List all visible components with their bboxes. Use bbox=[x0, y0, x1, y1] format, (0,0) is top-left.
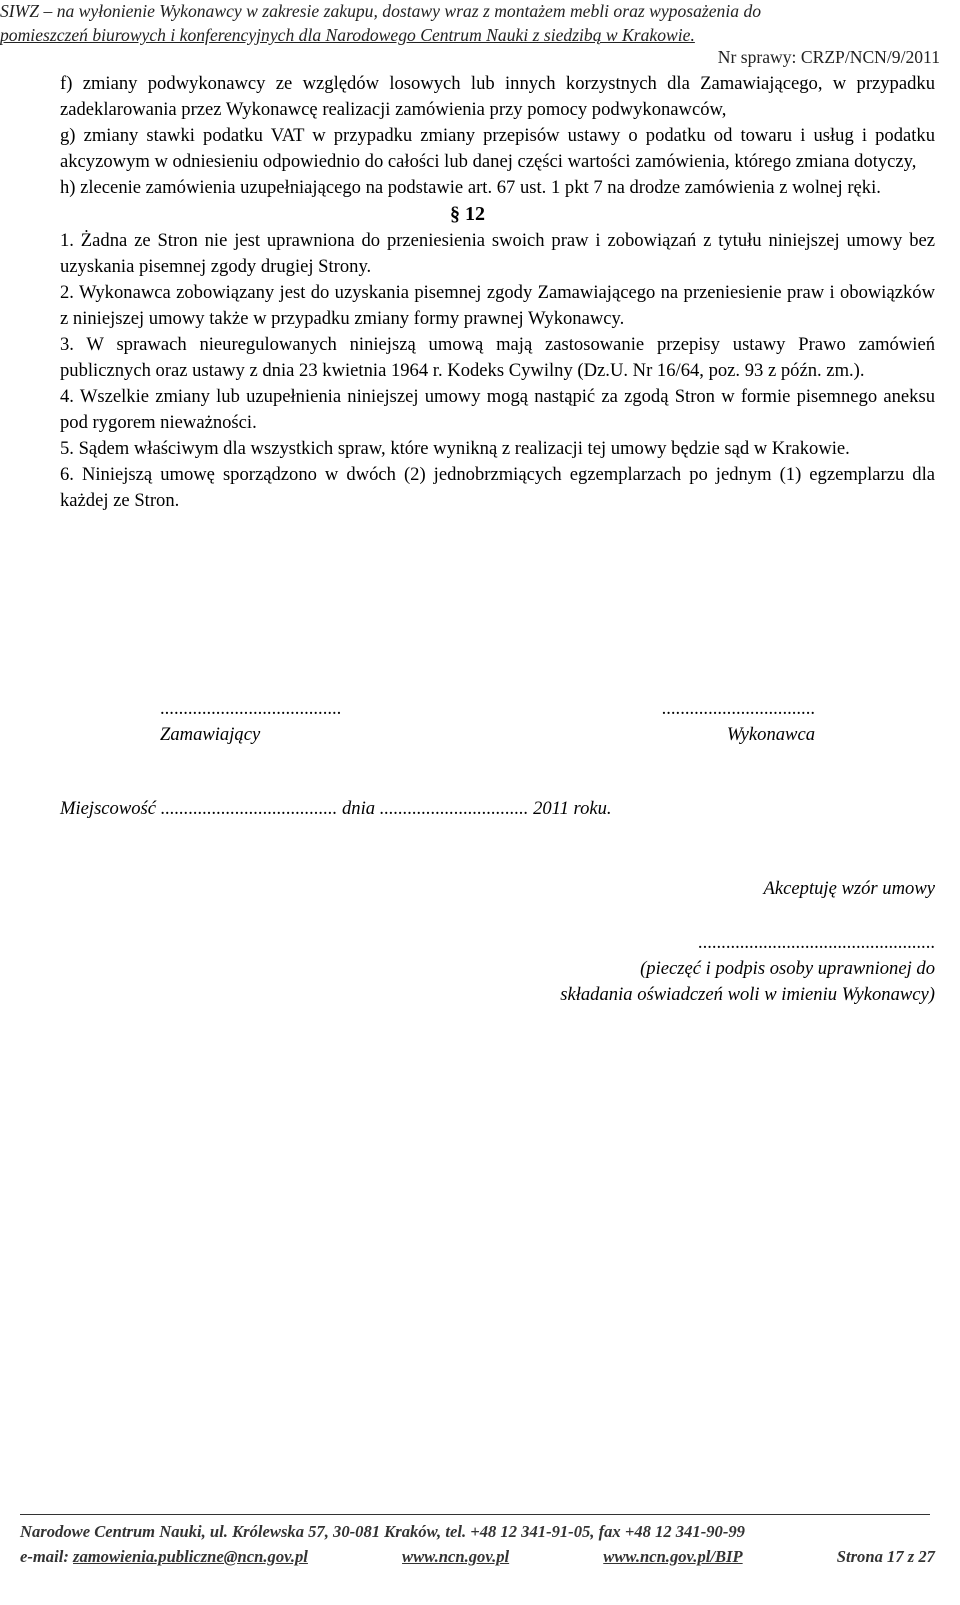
section-heading: § 12 bbox=[450, 203, 485, 225]
footer-email-link[interactable]: zamowienia.publiczne@ncn.gov.pl bbox=[73, 1547, 308, 1566]
footer-website-link[interactable]: www.ncn.gov.pl bbox=[402, 1547, 510, 1566]
footer-email-group bbox=[20, 1546, 308, 1568]
footer-address: Narodowe Centrum Nauki, ul. Królewska 57, 30-081 Kraków, tel. +48 12 341-91-05, fax +48 12 341-90-99 bbox=[20, 1522, 745, 1541]
acceptance-dots: ................................................... bbox=[697, 932, 935, 953]
document-body bbox=[60, 71, 935, 514]
item-g: g) zmiany stawki podatku VAT w przypadku zmiany przepisów ustawy o podatku od towaru i usług i podatku akcyzowym w odniesieniu odpowiednio do całości lub danej części wartości zamówienia, którego zmiana dotyczy, bbox=[60, 125, 935, 172]
footer-page-number: Strona 17 z 27 bbox=[836, 1547, 935, 1566]
signature-label-right: Wykonawca bbox=[726, 724, 815, 745]
case-number: Nr sprawy: CRZP/NCN/9/2011 bbox=[717, 47, 940, 67]
footer-email-label: e-mail: bbox=[20, 1547, 69, 1566]
acceptance-caption-line-1: (pieczęć i podpis osoby uprawnionej do bbox=[640, 958, 935, 979]
footer-bip-link[interactable]: www.ncn.gov.pl/BIP bbox=[603, 1547, 743, 1566]
header-title-line-2: pomieszczeń biurowych i konferencyjnych dla Narodowego Centrum Nauki z siedzibą w Krakowie. bbox=[0, 25, 695, 45]
footer-contact-row bbox=[20, 1546, 935, 1568]
item-h: h) zlecenie zamówienia uzupełniającego na podstawie art. 67 ust. 1 pkt 7 na drodze zamówienia z wolnej ręki. bbox=[60, 177, 881, 198]
signature-label-left: Zamawiający bbox=[160, 724, 261, 745]
header-title-line-1: SIWZ – na wyłonienie Wykonawcy w zakresie zakupu, dostawy wraz z montażem mebli oraz wyposażenia do bbox=[0, 1, 762, 21]
acceptance-caption-line-2: składania oświadczeń woli w imieniu Wykonawcy) bbox=[560, 984, 935, 1005]
section-point-4: 4. Wszelkie zmiany lub uzupełnienia niniejszej umowy mogą nastąpić za zgodą Stron w formie pisemnego aneksu pod rygorem nieważności. bbox=[60, 386, 935, 433]
item-f: f) zmiany podwykonawcy ze względów losowych lub innych korzystnych dla Zamawiającego, w przypadku zadeklarowania przez Wykonawcę realizacji zamówienia przy pomocy podwykonawców, bbox=[60, 73, 935, 120]
signature-dots-left: ....................................... bbox=[160, 698, 342, 719]
signature-dots-right: ................................. bbox=[661, 698, 815, 719]
acceptance-label: Akceptuję wzór umowy bbox=[763, 878, 935, 899]
section-point-1: 1. Żadna ze Stron nie jest uprawniona do przeniesienia swoich praw i zobowiązań z tytułu niniejszej umowy bez uzyskania pisemnej zgody drugiej Strony. bbox=[60, 230, 935, 277]
acceptance-signature-block bbox=[560, 930, 935, 1008]
section-point-3: 3. W sprawach nieuregulowanych niniejszą umową mają zastosowanie przepisy ustawy Prawo zamówień publicznych oraz ustawy z dnia 23 kwietnia 1964 r. Kodeks Cywilny (Dz.U. Nr 16/64, poz. 93 z późn. zm.). bbox=[60, 334, 935, 381]
signature-row bbox=[160, 696, 815, 748]
signature-ordering-party bbox=[160, 696, 341, 748]
signature-contractor bbox=[662, 696, 815, 748]
section-point-2: 2. Wykonawca zobowiązany jest do uzyskania pisemnej zgody Zamawiającego na przeniesienie praw i obowiązków z niniejszej umowy także w przypadku zmiany formy prawnej Wykonawcy. bbox=[60, 282, 935, 329]
footer-divider bbox=[20, 1514, 930, 1515]
place-date-line: Miejscowość ...................................... dnia ................................ 2011 roku. bbox=[60, 798, 612, 819]
section-point-6: 6. Niniejszą umowę sporządzono w dwóch (2) jednobrzmiących egzemplarzach po jednym (1) egzemplarzu dla każdej ze Stron. bbox=[60, 464, 935, 511]
section-point-5: 5. Sądem właściwym dla wszystkich spraw, które wynikną z realizacji tej umowy będzie sąd w Krakowie. bbox=[60, 438, 850, 459]
